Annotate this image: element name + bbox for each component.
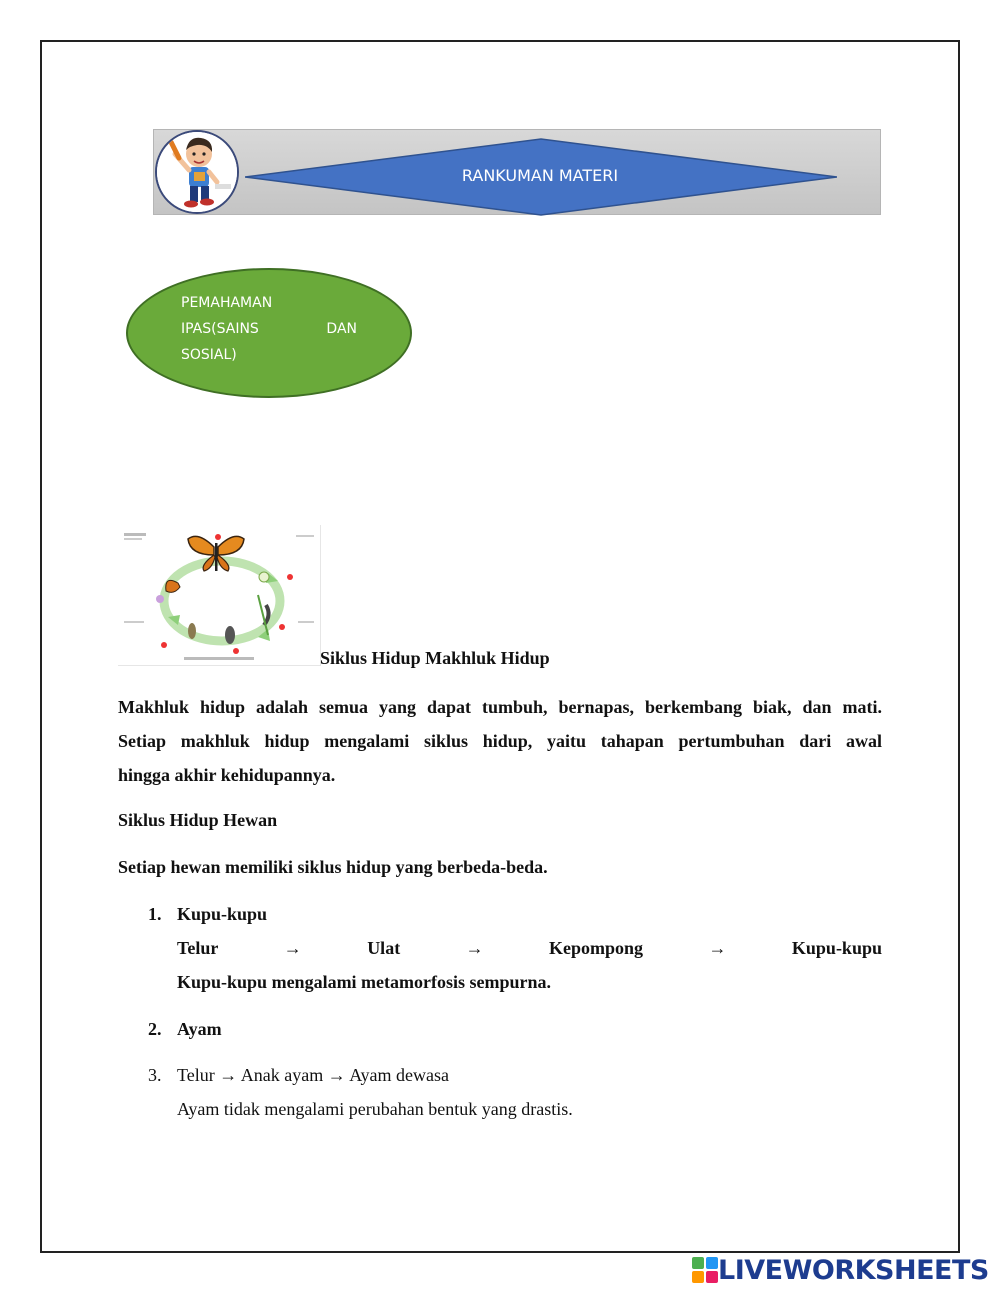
intro-paragraph: [118, 690, 882, 792]
student-avatar-icon: [155, 130, 239, 214]
butterfly-cycle: [177, 938, 882, 959]
intro-line-1-text: Makhluk hidup adalah semua yang dapat tumbuh, bernapas, berkembang biak, dan mati.: [118, 697, 882, 717]
liveworksheets-logo-icon: [692, 1257, 718, 1283]
intro-line-2: [118, 724, 882, 758]
topic-bubble-text: [181, 290, 357, 368]
section-heading: Siklus Hidup Makhluk Hidup: [320, 648, 550, 668]
banner-title: RANKUMAN MATERI: [461, 166, 619, 185]
chicken-note: Ayam tidak mengalami perubahan bentuk yang drastis.: [177, 1099, 573, 1119]
cycle-arrow-2: →: [465, 938, 484, 958]
chicken-cycle: Telur → Anak ayam → Ayam dewasa: [177, 1065, 450, 1085]
liveworksheets-logo: [692, 1255, 989, 1285]
list-number-2: 2.: [148, 1019, 162, 1039]
intro-line-1: [118, 690, 882, 724]
cycle-step-ulat: Ulat: [367, 938, 401, 958]
butterfly-lifecycle-image: [118, 525, 321, 666]
cycle-step-kepompong: Kepompong: [549, 938, 644, 958]
topic-bubble-line2-left: IPAS(SAINS: [181, 321, 259, 337]
cycle-arrow-3: →: [708, 938, 727, 958]
intro-line-2-text: Setiap makhluk hidup mengalami siklus hidup, yaitu tahapan pertumbuhan dari awal: [118, 731, 882, 751]
cycle-arrow-1: →: [283, 938, 302, 958]
cycle-step-telur: Telur: [177, 938, 219, 958]
topic-bubble-line2-right: DAN: [326, 321, 357, 337]
topic-bubble-line1: PEMAHAMAN: [181, 295, 273, 311]
intro-line-3: hingga akhir kehidupannya.: [118, 765, 336, 785]
animal-heading: Siklus Hidup Hewan: [118, 810, 278, 830]
animal-intro: Setiap hewan memiliki siklus hidup yang berbeda-beda.: [118, 857, 548, 877]
topic-bubble-line3: SOSIAL): [181, 347, 237, 363]
liveworksheets-logo-text: LIVEWORKSHEETS: [718, 1254, 989, 1286]
list-title-ayam: Ayam: [177, 1019, 222, 1039]
egg-icon: [259, 572, 269, 582]
topic-bubble-line2: [181, 316, 357, 342]
butterfly-note: Kupu-kupu mengalami metamorfosis sempurna.: [177, 972, 552, 992]
list-number-1: 1.: [148, 904, 162, 924]
cycle-step-kupu-kupu: Kupu-kupu: [791, 938, 882, 958]
list-title-kupu-kupu: Kupu-kupu: [177, 904, 268, 924]
list-number-3: 3.: [148, 1065, 162, 1085]
